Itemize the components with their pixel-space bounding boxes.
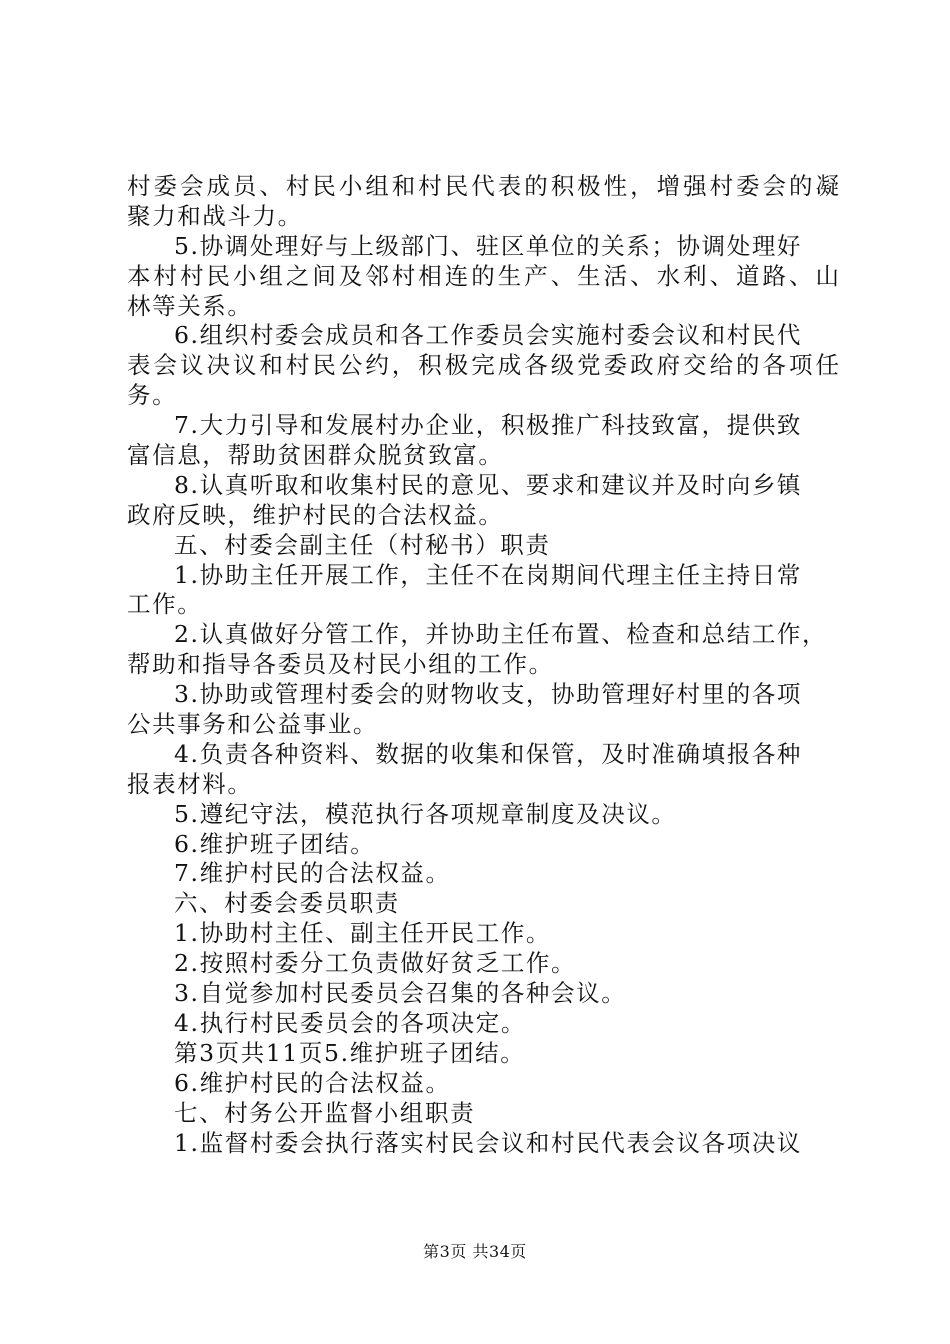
text-line: 6.维护班子团结。 bbox=[174, 829, 376, 858]
text-line: 3.协助或管理村委会的财物收支，协助管理好村里的各项 bbox=[174, 680, 803, 709]
text-line: 5.协调处理好与上级部门、驻区单位的关系；协调处理好 bbox=[174, 231, 803, 260]
text-line: 政府反映，维护村民的合法权益。 bbox=[127, 500, 504, 529]
text-line: 7.大力引导和发展村办企业，积极推广科技致富，提供致 bbox=[174, 411, 803, 440]
text-line: 公共事务和公益事业。 bbox=[127, 710, 378, 739]
section-heading: 五、村委会副主任（村秘书）职责 bbox=[174, 530, 551, 559]
text-line: 5.遵纪守法，模范执行各项规章制度及决议。 bbox=[174, 799, 677, 828]
text-line: 村委会成员、村民小组和村民代表的积极性，增强村委会的凝 bbox=[127, 172, 839, 200]
body-text bbox=[127, 172, 839, 1158]
text-line: 报表材料。 bbox=[127, 769, 253, 798]
text-line: 1.监督村委会执行落实村民会议和村民代表会议各项决议 bbox=[174, 1128, 803, 1157]
text-line: 1.协助主任开展工作，主任不在岗期间代理主任主持日常 bbox=[174, 560, 803, 589]
text-line: 4.负责各种资料、数据的收集和保管，及时准确填报各种 bbox=[174, 739, 803, 768]
text-line: 2.认真做好分管工作，并协助主任布置、检查和总结工作， bbox=[174, 620, 828, 649]
text-line: 富信息，帮助贫困群众脱贫致富。 bbox=[127, 441, 504, 470]
section-heading: 七、村务公开监督小组职责 bbox=[174, 1098, 476, 1127]
text-line: 林等关系。 bbox=[127, 291, 253, 320]
text-line: 8.认真听取和收集村民的意见、要求和建议并及时向乡镇 bbox=[174, 470, 803, 499]
text-line: 表会议决议和村民公约，积极完成各级党委政府交给的各项任 bbox=[127, 351, 839, 380]
text-line: 1.协助村主任、副主任开民工作。 bbox=[174, 919, 552, 948]
text-line: 6.组织村委会成员和各工作委员会实施村委会议和村民代 bbox=[174, 321, 803, 350]
text-line: 工作。 bbox=[127, 590, 203, 619]
text-line: 第3页共11页5.维护班子团结。 bbox=[174, 1038, 526, 1067]
text-line: 2.按照村委分工负责做好贫乏工作。 bbox=[174, 949, 577, 978]
page-footer: 第3页 共34页 bbox=[423, 1242, 527, 1261]
text-line: 帮助和指导各委员及村民小组的工作。 bbox=[127, 650, 554, 679]
text-line: 本村村民小组之间及邻村相连的生产、生活、水利、道路、山 bbox=[127, 261, 839, 290]
text-line: 4.执行村民委员会的各项决定。 bbox=[174, 1008, 526, 1037]
text-line: 聚力和战斗力。 bbox=[127, 201, 303, 230]
text-line: 3.自觉参加村民委员会召集的各种会议。 bbox=[174, 979, 627, 1008]
text-line: 7.维护村民的合法权益。 bbox=[174, 859, 451, 888]
text-line: 6.维护村民的合法权益。 bbox=[174, 1068, 451, 1097]
text-line: 务。 bbox=[127, 381, 178, 410]
section-heading: 六、村委会委员职责 bbox=[174, 889, 400, 918]
